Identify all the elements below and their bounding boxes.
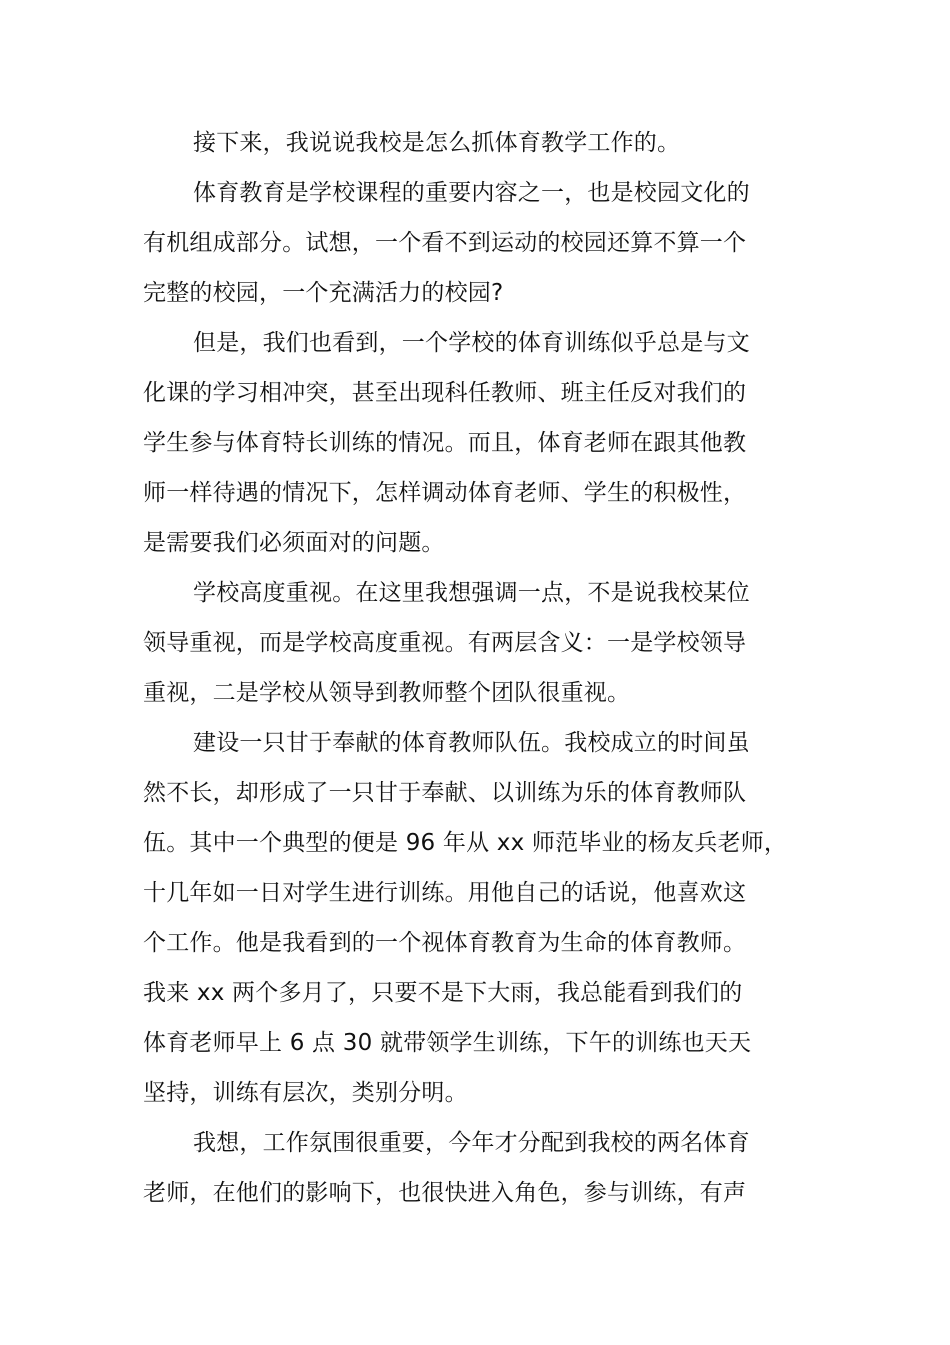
- text-line: 十几年如一日对学生进行训练。用他自己的话说，他喜欢这: [143, 880, 747, 906]
- text-line: 师一样待遇的情况下，怎样调动体育老师、学生的积极性，: [143, 480, 747, 506]
- text-line: 体育教育是学校课程的重要内容之一，也是校园文化的: [193, 180, 750, 206]
- text-line: 学生参与体育特长训练的情况。而且，体育老师在跟其他教: [143, 430, 747, 456]
- text-line: 我来 xx 两个多月了，只要不是下大雨，我总能看到我们的: [143, 980, 743, 1006]
- text-line: 有机组成部分。试想，一个看不到运动的校园还算不算一个: [143, 230, 747, 256]
- text-line: 老师，在他们的影响下，也很快进入角色，参与训练，有声: [143, 1180, 747, 1206]
- text-line: 然不长，却形成了一只甘于奉献、以训练为乐的体育教师队: [143, 780, 747, 806]
- text-line: 领导重视，而是学校高度重视。有两层含义：一是学校领导: [143, 630, 747, 656]
- text-line: 坚持，训练有层次，类别分明。: [143, 1080, 468, 1106]
- text-line: 学校高度重视。在这里我想强调一点，不是说我校某位: [193, 580, 750, 606]
- text-line: 完整的校园，一个充满活力的校园?: [143, 280, 504, 306]
- text-line: 我想，工作氛围很重要，今年才分配到我校的两名体育: [193, 1130, 750, 1156]
- text-line: 是需要我们必须面对的问题。: [143, 530, 445, 556]
- text-line: 建设一只甘于奉献的体育教师队伍。我校成立的时间虽: [193, 730, 750, 756]
- text-line: 个工作。他是我看到的一个视体育教育为生命的体育教师。: [143, 930, 747, 956]
- text-line: 伍。其中一个典型的便是 96 年从 xx 师范毕业的杨友兵老师，: [143, 830, 788, 856]
- text-line: 体育老师早上 6 点 30 就带领学生训练，下午的训练也天天: [143, 1030, 752, 1056]
- text-line: 接下来，我说说我校是怎么抓体育教学工作的。: [193, 130, 681, 156]
- text-line: 但是，我们也看到，一个学校的体育训练似乎总是与文: [193, 330, 750, 356]
- text-line: 重视，二是学校从领导到教师整个团队很重视。: [143, 680, 631, 706]
- text-line: 化课的学习相冲突，甚至出现科任教师、班主任反对我们的: [143, 380, 747, 406]
